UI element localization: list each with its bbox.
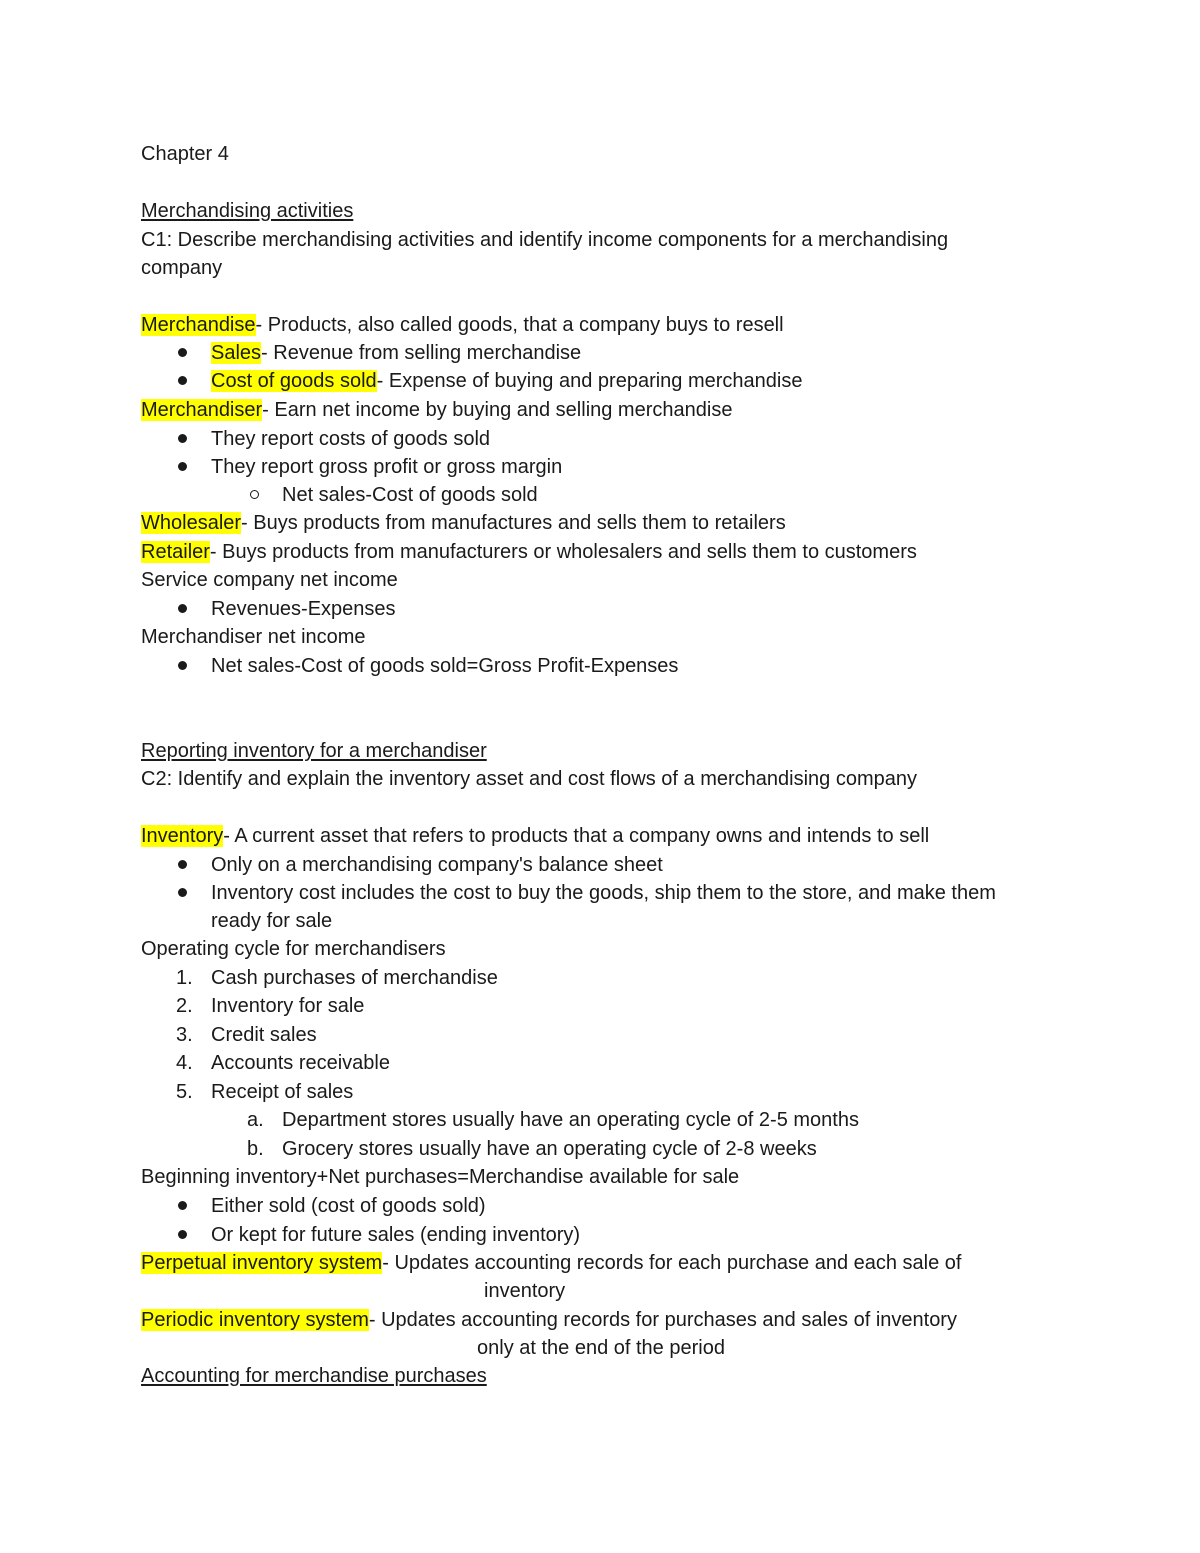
- list-number: 1.: [176, 967, 193, 989]
- merchandise-available-formula: Beginning inventory+Net purchases=Merchandise available for sale: [141, 1166, 740, 1188]
- list-item: Inventory cost includes the cost to buy the goods, ship them to the store, and make them: [211, 882, 996, 904]
- definition-perpetual: [141, 1249, 961, 1277]
- definition-text: - Expense of buying and preparing merchandise: [376, 370, 803, 392]
- service-net-income-label: Service company net income: [141, 569, 398, 591]
- list-item: Credit sales: [211, 1024, 317, 1046]
- list-item: Either sold (cost of goods sold): [211, 1195, 486, 1217]
- definition-continuation: inventory: [484, 1280, 566, 1302]
- definition-text: - Updates accounting records for each purchase and each sale of: [382, 1252, 962, 1274]
- term-merchandise: Merchandise: [141, 314, 256, 336]
- objective-c1-line2: company: [141, 257, 223, 279]
- definition-text: - Buys products from manufacturers or wholesalers and sells them to customers: [209, 541, 917, 563]
- definition-text: - Updates accounting records for purchases and sales of inventory: [368, 1309, 957, 1331]
- bullet-icon: [178, 661, 187, 670]
- list-item: Net sales-Cost of goods sold: [282, 484, 538, 506]
- hollow-bullet-icon: [250, 490, 259, 499]
- definition-periodic: [141, 1306, 957, 1334]
- list-item: Net sales-Cost of goods sold=Gross Profit-Expenses: [211, 655, 679, 677]
- bullet-icon: [178, 604, 187, 613]
- operating-cycle-label: Operating cycle for merchandisers: [141, 938, 446, 960]
- bullet-icon: [178, 462, 187, 471]
- definition-text: - Products, also called goods, that a company buys to resell: [255, 314, 784, 336]
- list-item: Cash purchases of merchandise: [211, 967, 498, 989]
- definition-wholesaler: [141, 509, 786, 537]
- definition-merchandiser: [141, 396, 732, 424]
- term-cogs: Cost of goods sold: [211, 370, 377, 392]
- bullet-icon: [178, 888, 187, 897]
- section-heading-reporting-inventory: Reporting inventory for a merchandiser: [141, 740, 487, 762]
- objective-c1-line1: C1: Describe merchandising activities and identify income components for a merchandising: [141, 229, 949, 251]
- definition-continuation: only at the end of the period: [477, 1337, 725, 1359]
- list-item: Department stores usually have an operating cycle of 2-5 months: [282, 1109, 859, 1131]
- bullet-icon: [178, 376, 187, 385]
- definition-text: - Buys products from manufactures and sells them to retailers: [241, 512, 786, 534]
- objective-c2: C2: Identify and explain the inventory asset and cost flows of a merchandising company: [141, 768, 917, 790]
- bullet-icon: [178, 860, 187, 869]
- term-retailer: Retailer: [141, 541, 210, 563]
- definition-merchandise: [141, 311, 784, 339]
- list-item-continuation: ready for sale: [211, 910, 333, 932]
- definition-text: - A current asset that refers to products that a company owns and intends to sell: [223, 825, 930, 847]
- term-periodic: Periodic inventory system: [141, 1309, 369, 1331]
- list-item: They report gross profit or gross margin: [211, 456, 563, 478]
- definition-cogs: [211, 367, 802, 395]
- chapter-title: Chapter 4: [141, 143, 229, 165]
- section-heading-purchases: Accounting for merchandise purchases: [141, 1365, 487, 1387]
- list-item: They report costs of goods sold: [211, 428, 491, 450]
- bullet-icon: [178, 434, 187, 443]
- list-item: Grocery stores usually have an operating cycle of 2-8 weeks: [282, 1138, 817, 1160]
- list-item: Or kept for future sales (ending inventory): [211, 1224, 581, 1246]
- list-number: 2.: [176, 995, 193, 1017]
- term-sales: Sales: [211, 342, 262, 364]
- term-wholesaler: Wholesaler: [141, 512, 242, 534]
- list-letter: b.: [247, 1138, 264, 1160]
- merchandiser-net-income-label: Merchandiser net income: [141, 626, 366, 648]
- list-number: 5.: [176, 1081, 193, 1103]
- list-item: Receipt of sales: [211, 1081, 354, 1103]
- bullet-icon: [178, 348, 187, 357]
- definition-retailer: [141, 538, 917, 566]
- list-item: Accounts receivable: [211, 1052, 390, 1074]
- list-item: Only on a merchandising company's balance sheet: [211, 854, 663, 876]
- list-number: 3.: [176, 1024, 193, 1046]
- definition-sales: [211, 339, 581, 367]
- term-perpetual: Perpetual inventory system: [141, 1252, 383, 1274]
- term-merchandiser: Merchandiser: [141, 399, 263, 421]
- definition-text: - Revenue from selling merchandise: [261, 342, 582, 364]
- bullet-icon: [178, 1230, 187, 1239]
- definition-inventory: [141, 822, 929, 850]
- list-item: Revenues-Expenses: [211, 598, 396, 620]
- list-letter: a.: [247, 1109, 264, 1131]
- bullet-icon: [178, 1201, 187, 1210]
- list-number: 4.: [176, 1052, 193, 1074]
- list-item: Inventory for sale: [211, 995, 365, 1017]
- term-inventory: Inventory: [141, 825, 224, 847]
- definition-text: - Earn net income by buying and selling merchandise: [262, 399, 733, 421]
- section-heading-merchandising: Merchandising activities: [141, 200, 354, 222]
